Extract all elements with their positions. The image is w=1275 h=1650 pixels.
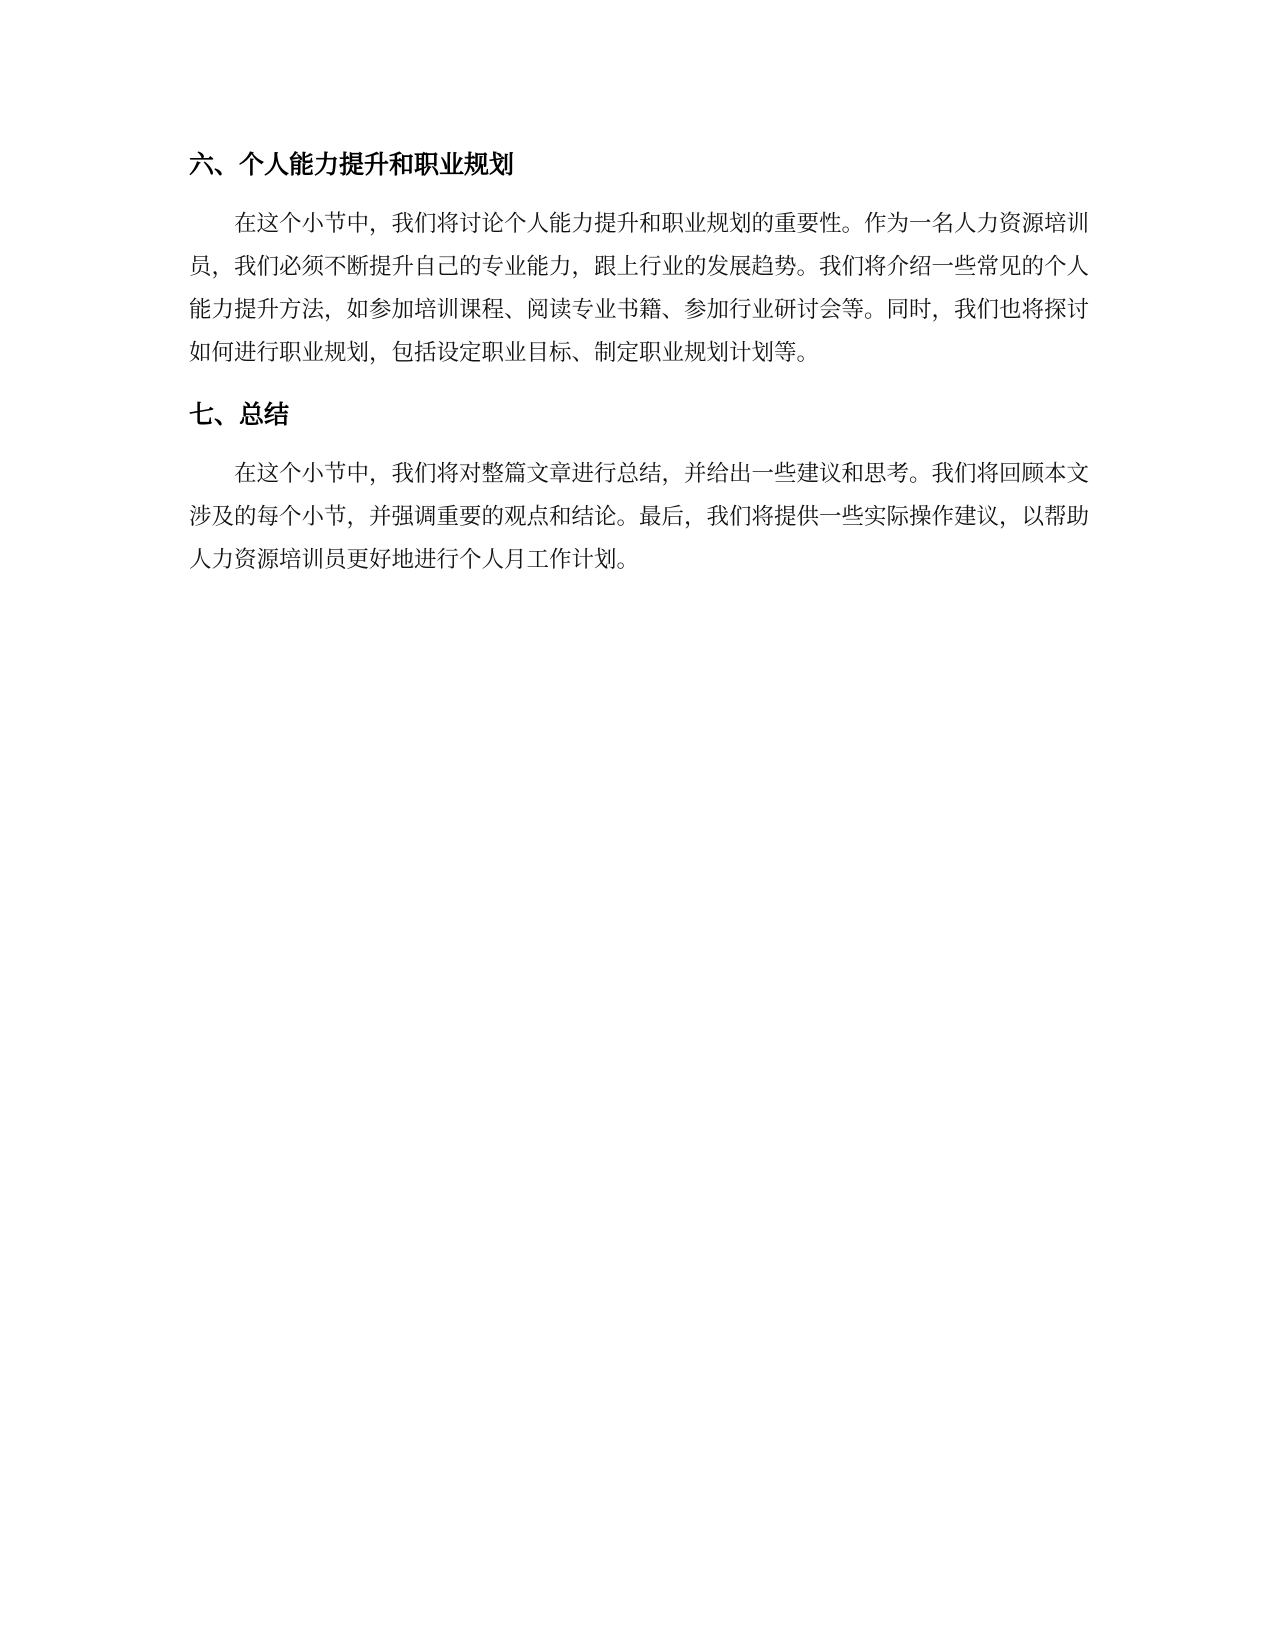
section-heading-personal-development: 六、个人能力提升和职业规划 bbox=[189, 150, 515, 179]
section-summary bbox=[189, 398, 1089, 582]
document-content bbox=[189, 148, 1089, 582]
section-body-summary: 在这个小节中，我们将对整篇文章进行总结，并给出一些建议和思考。我们将回顾本文涉及的每个小节，并强调重要的观点和结论。最后，我们将提供一些实际操作建议，以帮助人力资源培训员更好地进行个人月工作计划。 bbox=[189, 461, 1090, 573]
section-heading-summary: 七、总结 bbox=[189, 400, 290, 429]
section-personal-development bbox=[189, 148, 1089, 375]
section-body-personal-development: 在这个小节中，我们将讨论个人能力提升和职业规划的重要性。作为一名人力资源培训员，我们必须不断提升自己的专业能力，跟上行业的发展趋势。我们将介绍一些常见的个人能力提升方法，如参加培训课程、阅读专业书籍、参加行业研讨会等。同时，我们也将探讨如何进行职业规划，包括设定职业目标、制定职业规划计划等。 bbox=[189, 211, 1090, 366]
